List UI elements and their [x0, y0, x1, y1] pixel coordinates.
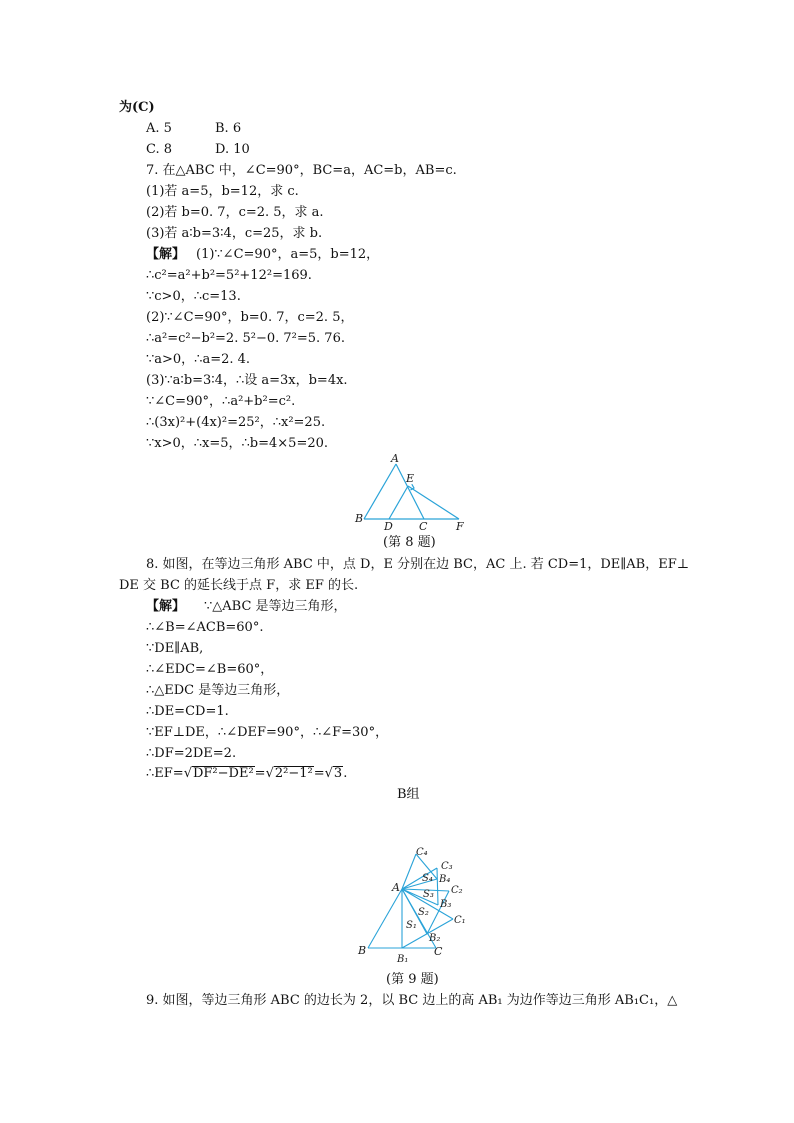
label-d: D [384, 520, 393, 533]
equals-2: = [313, 766, 325, 781]
q8-sol-line-9 [146, 766, 347, 782]
q8-sol-line-8: ∴DF=2DE=2. [146, 746, 237, 761]
segment-de [389, 486, 408, 519]
label-a: A [391, 452, 399, 465]
q7-sol-line-3: ∵c>0，∴c=13. [146, 289, 241, 304]
period: . [343, 766, 348, 781]
segment-ab [368, 889, 402, 948]
section-b-heading: B组 [397, 787, 420, 802]
label-c3: C₃ [441, 861, 453, 872]
q6-option-a: A. 5 [146, 121, 172, 136]
label-f: F [456, 520, 464, 533]
label-c1: C₁ [454, 915, 466, 926]
q7-sol-line-7: (3)∵a∶b=3∶4，∴设 a=3x，b=4x. [146, 373, 348, 388]
label-b: B [358, 944, 367, 957]
q7-sol-line-5: ∴a²=c²−b²=2. 5²−0. 7²=5. 76. [146, 331, 345, 346]
q8-sol-line-5: ∴△EDC 是等边三角形， [146, 683, 290, 698]
label-c: C [434, 945, 443, 958]
q7-sol-line-6: ∵a>0，∴a=2. 4. [146, 352, 251, 367]
radicand-2: 2²−1² [274, 766, 313, 781]
q7-sol-line-2: ∴c²=a²+b²=5²+12²=169. [146, 268, 312, 283]
figure-9-diagram [352, 845, 492, 970]
q7-part-2: (2)若 b=0. 7，c=2. 5，求 a. [146, 205, 324, 220]
q7-sol-line-1: (1)∵∠C=90°，a=5，b=12， [196, 247, 380, 262]
q8-sol-line-2: ∴∠B=∠ACB=60°. [146, 620, 264, 635]
label-b3: B₃ [440, 899, 452, 910]
q7-sol-line-9: ∴(3x)²+(4x)²=25²，∴x²=25. [146, 415, 326, 430]
q7-solution-tag: 【解】 [146, 247, 186, 262]
label-b2: B₂ [429, 933, 441, 944]
label-b1: B₁ [397, 954, 409, 965]
label-a: A [392, 881, 400, 894]
q6-option-b: B. 6 [215, 121, 242, 136]
q7-sol-line-10: ∵x>0，∴x=5，∴b=4×5=20. [146, 436, 329, 451]
segment-ab [364, 464, 396, 519]
label-b: B [355, 512, 364, 525]
figure-9-caption: (第 9 题) [386, 972, 439, 987]
segment-b3c3 [437, 868, 438, 905]
q7-sol-line-8: ∵∠C=90°，∴a²+b²=c². [146, 394, 296, 409]
q8-sol-line-3: ∵DE∥AB, [146, 641, 204, 656]
q8-sol-9-prefix: ∴EF= [146, 766, 184, 781]
radical-sign: √ [324, 766, 333, 781]
label-s2: S₂ [418, 907, 429, 918]
label-e: E [406, 472, 415, 485]
q7-stem: 7. 在△ABC 中，∠C=90°，BC=a，AC=b，AB=c. [146, 163, 457, 178]
figure-8-diagram [352, 452, 482, 535]
q8-sol-line-6: ∴DE=CD=1. [146, 704, 229, 719]
q8-sol-line-4: ∴∠EDC=∠B=60°， [146, 662, 274, 677]
radical-sign: √ [265, 766, 274, 781]
label-b4: B₄ [439, 874, 451, 885]
q8-sol-line-1: ∵△ABC 是等边三角形， [204, 599, 347, 614]
equals-1: = [254, 766, 266, 781]
q6-option-d: D. 10 [215, 142, 250, 157]
q6-answer-line: 为(C) [119, 100, 155, 115]
q6-option-c: C. 8 [146, 142, 173, 157]
label-s1: S₁ [406, 920, 417, 931]
radicand-1: DF²−DE² [192, 766, 254, 781]
q7-part-1: (1)若 a=5，b=12，求 c. [146, 184, 299, 199]
q8-sol-line-7: ∵EF⊥DE，∴∠DEF=90°，∴∠F=30°， [146, 725, 389, 740]
q8-solution-tag: 【解】 [146, 599, 186, 614]
q9-stem: 9. 如图，等边三角形 ABC 的边长为 2，以 BC 边上的高 AB₁ 为边作等边三角形 AB₁C₁，△ [146, 993, 678, 1008]
label-s3: S₃ [423, 889, 434, 900]
label-c2: C₂ [451, 885, 463, 896]
radicand-3: 3 [333, 766, 343, 781]
segment-ac4 [402, 854, 416, 889]
label-c: C [419, 520, 428, 533]
q7-sol-line-4: (2)∵∠C=90°，b=0. 7，c=2. 5， [146, 310, 354, 325]
q8-stem-line-2: DE 交 BC 的延长线于点 F，求 EF 的长. [119, 578, 359, 593]
figure-8-caption: (第 8 题) [383, 535, 436, 550]
label-s4: S₄ [422, 873, 433, 884]
q8-stem-line-1: 8. 如图，在等边三角形 ABC 中，点 D，E 分别在边 BC，AC 上. 若 CD=1，DE∥AB，EF⊥ [146, 557, 689, 572]
label-c4: C₄ [416, 847, 428, 858]
q7-part-3: (3)若 a∶b=3∶4，c=25，求 b. [146, 226, 323, 241]
radical-sign: √ [183, 766, 192, 781]
